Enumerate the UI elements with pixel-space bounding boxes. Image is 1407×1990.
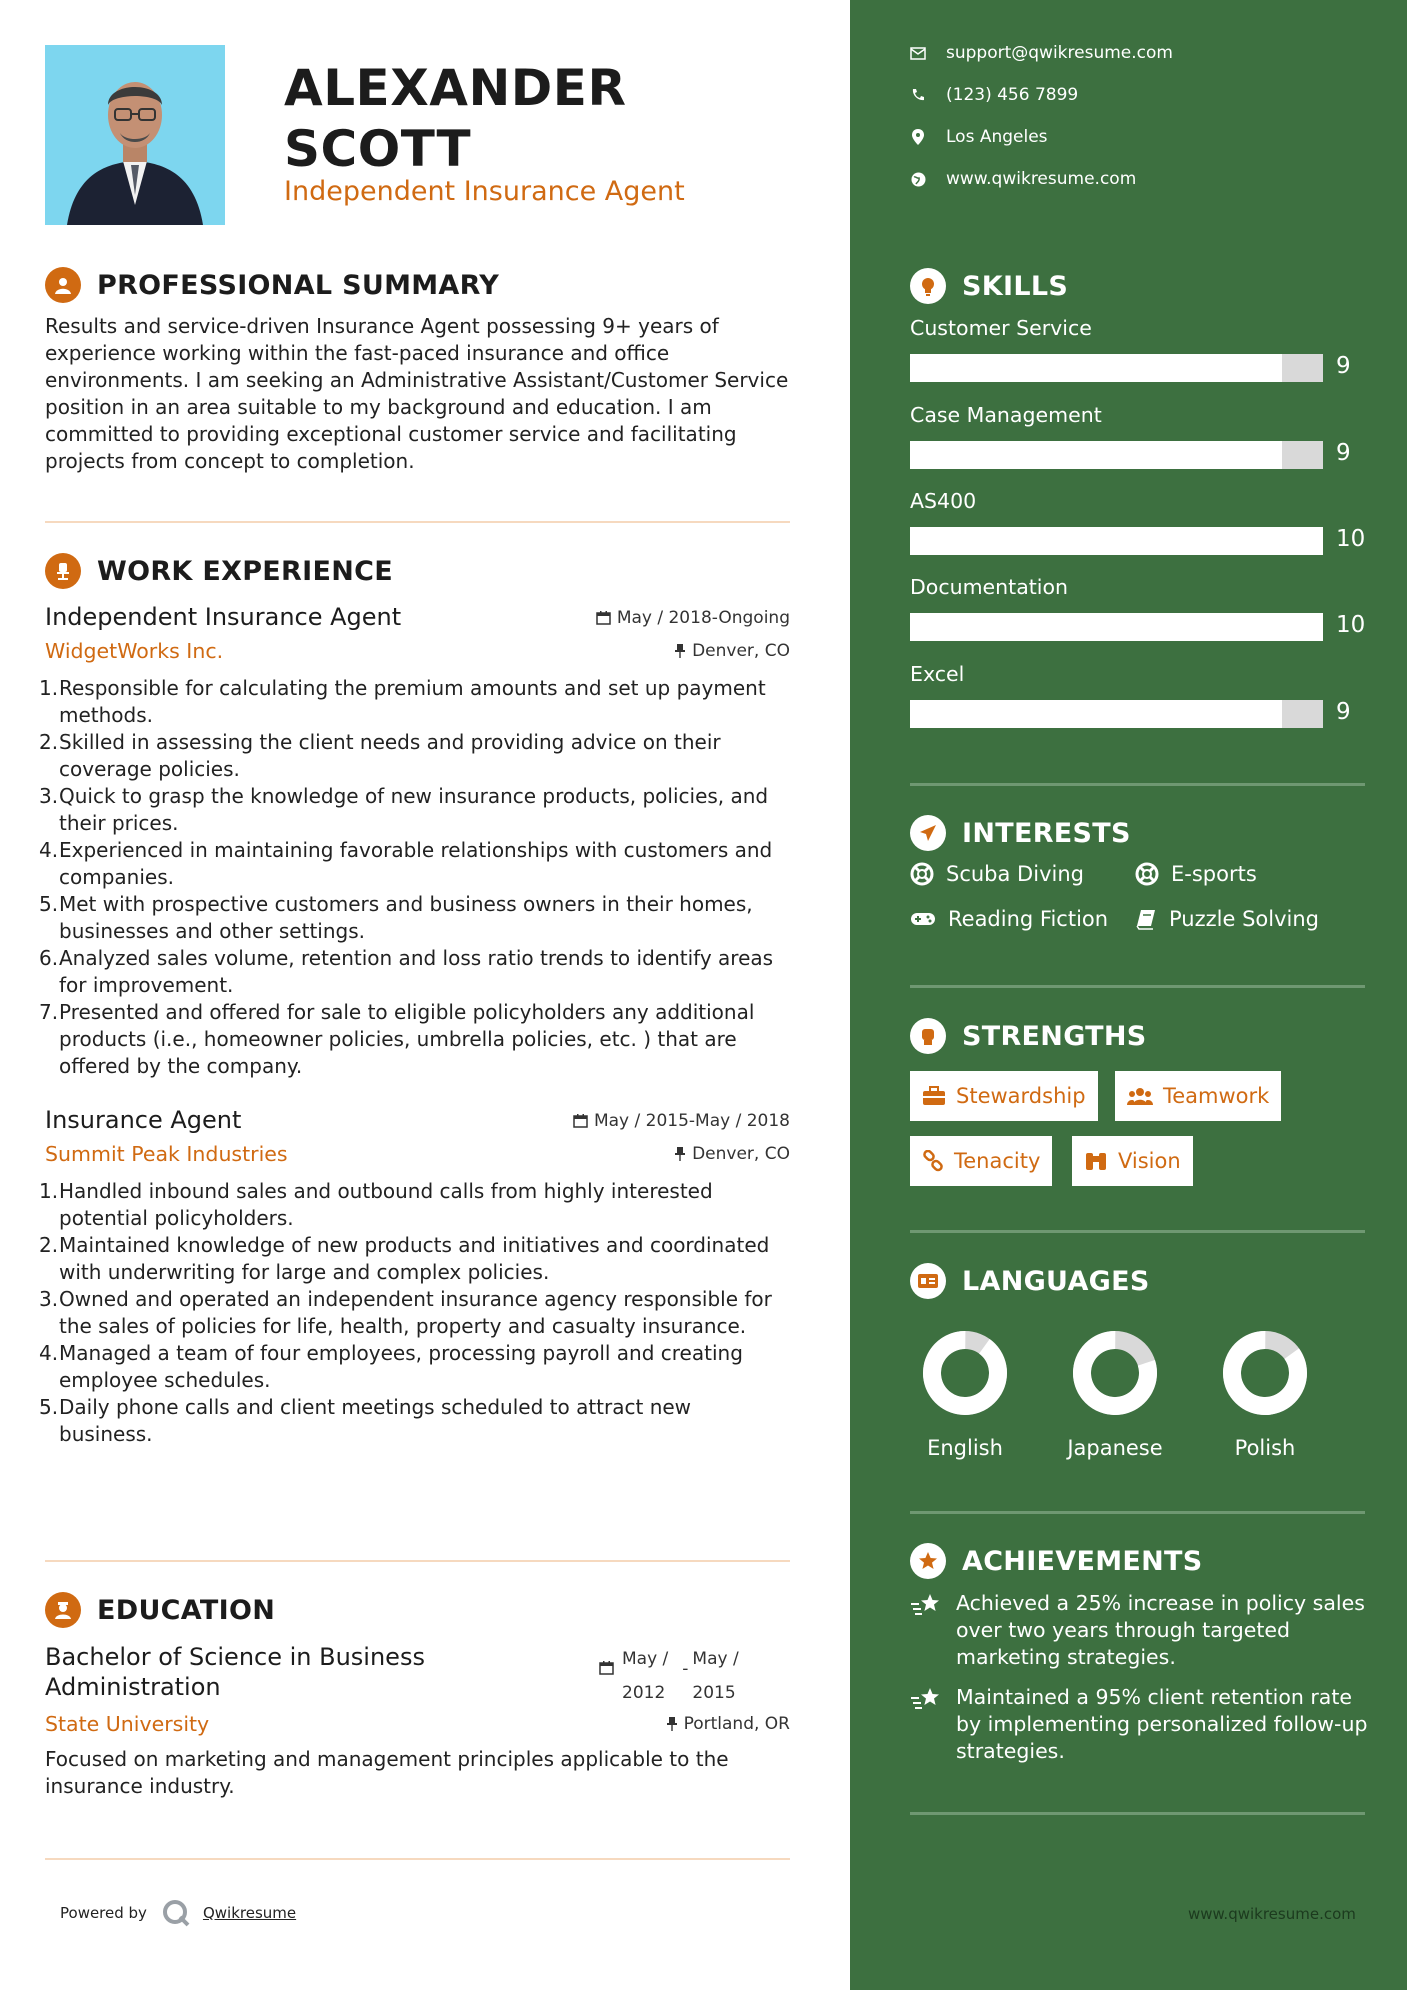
education-end: May / 2015 bbox=[692, 1649, 739, 1703]
skill-value: 9 bbox=[1336, 440, 1351, 466]
achievement-text: Maintained a 95% client retention rate by implementing personalized follow-up strategies. bbox=[956, 1685, 1368, 1763]
skill-bar bbox=[910, 527, 1323, 555]
education-subheader bbox=[45, 1712, 790, 1736]
job-role: Independent Insurance Agent bbox=[45, 603, 402, 631]
strength-label: Tenacity bbox=[954, 1149, 1041, 1173]
book-icon bbox=[1135, 908, 1157, 930]
skill-bar bbox=[910, 613, 1323, 641]
job-subheader bbox=[45, 639, 790, 663]
list-item: 7. Presented and offered for sale to eligible policyholders any additional products (i.e., homeowner policies, umbrella policies, etc. ) that are offered by the company. bbox=[39, 1000, 755, 1078]
degree: Bachelor of Science in Business Administration bbox=[45, 1643, 425, 1701]
contact-phone[interactable] bbox=[910, 85, 1078, 105]
briefcase-icon bbox=[922, 1086, 946, 1106]
email-text: support@qwikresume.com bbox=[946, 43, 1173, 63]
language-ring bbox=[1070, 1328, 1160, 1418]
pin-icon bbox=[674, 643, 686, 658]
education-location bbox=[666, 1714, 790, 1734]
gamepad-icon bbox=[910, 910, 936, 928]
job-location bbox=[674, 1144, 790, 1164]
interest-item bbox=[910, 862, 1084, 886]
divider bbox=[910, 985, 1365, 988]
location-text: Los Angeles bbox=[946, 127, 1048, 147]
powered-by-label: Powered by bbox=[60, 1904, 147, 1922]
achievement-item bbox=[910, 1590, 1370, 1671]
skill-bar-fill bbox=[910, 613, 1323, 641]
language-label: English bbox=[927, 1436, 1003, 1460]
job-dates bbox=[596, 608, 790, 628]
phone-icon bbox=[911, 88, 925, 102]
lightbulb-icon bbox=[910, 268, 946, 304]
qwikresume-logo-icon bbox=[161, 1898, 191, 1928]
calendar-icon bbox=[599, 1660, 614, 1675]
shooting-star-icon bbox=[910, 1686, 942, 1712]
divider bbox=[910, 1511, 1365, 1514]
brand-link[interactable]: Qwikresume bbox=[202, 1904, 297, 1922]
skill-bar-fill bbox=[910, 700, 1282, 728]
list-item: 3. Owned and operated an independent insurance agency responsible for the sales of policies for life, health, property and casualty insurance. bbox=[39, 1287, 772, 1338]
skill-bar-fill bbox=[910, 441, 1282, 469]
skill-bar bbox=[910, 700, 1323, 728]
job-location-text: Denver, CO bbox=[692, 1143, 790, 1164]
strength-tag bbox=[1072, 1136, 1193, 1186]
interest-label: E-sports bbox=[1171, 862, 1257, 886]
list-item: 4. Managed a team of four employees, processing payroll and creating employee schedules. bbox=[39, 1341, 743, 1392]
education-title: EDUCATION bbox=[97, 1594, 276, 1626]
job-header bbox=[45, 603, 790, 631]
phone-text: (123) 456 7899 bbox=[946, 85, 1079, 105]
language-icon bbox=[910, 1263, 946, 1299]
job-company: Summit Peak Industries bbox=[45, 1142, 288, 1166]
job-location-text: Denver, CO bbox=[692, 640, 790, 661]
link-icon bbox=[922, 1150, 944, 1172]
summary-title: PROFESSIONAL SUMMARY bbox=[97, 269, 500, 301]
strengths-heading bbox=[910, 1018, 1147, 1054]
job-dates bbox=[573, 1111, 790, 1131]
profile-photo bbox=[45, 45, 225, 225]
skill-value: 10 bbox=[1336, 526, 1366, 552]
language-label: Japanese bbox=[1067, 1436, 1163, 1460]
skill-bar-fill bbox=[910, 527, 1323, 555]
lifebuoy-icon bbox=[910, 862, 934, 886]
language-ring bbox=[920, 1328, 1010, 1418]
user-icon bbox=[45, 267, 81, 303]
skill-value: 9 bbox=[1336, 699, 1351, 725]
skill-name: AS400 bbox=[910, 489, 977, 513]
strength-tag bbox=[1115, 1071, 1281, 1121]
list-item: 6. Analyzed sales volume, retention and loss ratio trends to identify areas for improvement. bbox=[39, 946, 774, 997]
list-item: 5. Met with prospective customers and business owners in their homes, businesses and other settings. bbox=[39, 892, 753, 943]
skills-heading bbox=[910, 268, 1068, 304]
job-role: Insurance Agent bbox=[45, 1106, 242, 1134]
language-label: Polish bbox=[1234, 1436, 1296, 1460]
list-item: 3. Quick to grasp the knowledge of new insurance products, policies, and their prices. bbox=[39, 784, 769, 835]
summary-heading bbox=[45, 265, 790, 305]
language-item bbox=[910, 1328, 1020, 1460]
skill-name: Case Management bbox=[910, 403, 1102, 427]
interest-label: Scuba Diving bbox=[946, 862, 1084, 886]
languages-title: LANGUAGES bbox=[962, 1265, 1150, 1297]
list-item: 1. Responsible for calculating the premium amounts and set up payment methods. bbox=[39, 676, 766, 727]
contact-location bbox=[910, 127, 1048, 147]
achievements-title: ACHIEVEMENTS bbox=[962, 1545, 1203, 1577]
strength-tag bbox=[910, 1136, 1052, 1186]
strength-tag bbox=[910, 1071, 1098, 1121]
envelope-icon bbox=[910, 47, 926, 60]
date-dash: - bbox=[682, 1659, 689, 1679]
skill-bar bbox=[910, 354, 1323, 382]
divider bbox=[910, 1812, 1365, 1815]
job-header bbox=[45, 1106, 790, 1134]
education-location-text: Portland, OR bbox=[683, 1713, 790, 1734]
calendar-icon bbox=[596, 610, 611, 625]
pin-icon bbox=[674, 1146, 686, 1161]
interest-item bbox=[910, 907, 1108, 931]
duties-list bbox=[39, 675, 790, 1080]
star-badge-icon bbox=[910, 1543, 946, 1579]
job-company: WidgetWorks Inc. bbox=[45, 639, 224, 663]
achievements-heading bbox=[910, 1543, 1203, 1579]
experience-section bbox=[39, 551, 790, 1448]
pin-icon bbox=[666, 1716, 678, 1731]
interest-item bbox=[1135, 907, 1319, 931]
lifebuoy-icon bbox=[1135, 862, 1159, 886]
experience-title: WORK EXPERIENCE bbox=[97, 555, 393, 587]
strength-label: Teamwork bbox=[1163, 1084, 1270, 1108]
language-ring-fill bbox=[920, 1328, 1010, 1418]
name-first: ALEXANDER bbox=[284, 59, 627, 117]
education-heading bbox=[45, 1590, 790, 1630]
achievement-text: Achieved a 25% increase in policy sales over two years through targeted marketing strategies. bbox=[956, 1591, 1365, 1669]
list-item: 4. Experienced in maintaining favorable relationships with customers and companies. bbox=[39, 838, 773, 889]
list-item: 2. Maintained knowledge of new products and initiatives and coordinated with underwriting for large and complex policies. bbox=[39, 1233, 770, 1284]
skill-value: 10 bbox=[1336, 612, 1366, 638]
languages-heading bbox=[910, 1263, 1150, 1299]
job-entry bbox=[39, 1106, 790, 1448]
binoculars-icon bbox=[1084, 1150, 1108, 1172]
sidebar bbox=[850, 0, 1407, 1990]
language-item bbox=[1210, 1328, 1320, 1460]
interest-label: Puzzle Solving bbox=[1169, 907, 1319, 931]
footer-website-link[interactable]: www.qwikresume.com bbox=[1188, 1905, 1356, 1923]
job-dates-text: May / 2015-May / 2018 bbox=[593, 1110, 790, 1131]
strength-label: Vision bbox=[1118, 1149, 1181, 1173]
skills-title: SKILLS bbox=[962, 270, 1069, 302]
candidate-name bbox=[284, 58, 626, 180]
map-pin-icon bbox=[912, 129, 924, 145]
name-last: SCOTT bbox=[284, 120, 472, 178]
achievement-item bbox=[910, 1684, 1370, 1765]
skill-name: Excel bbox=[910, 662, 965, 686]
calendar-icon bbox=[573, 1113, 588, 1128]
education-dates bbox=[599, 1642, 739, 1710]
strength-label: Stewardship bbox=[956, 1084, 1086, 1108]
summary-section bbox=[45, 265, 790, 475]
job-subheader bbox=[45, 1142, 790, 1166]
job-location bbox=[674, 641, 790, 661]
skill-value: 9 bbox=[1336, 353, 1351, 379]
skill-name: Documentation bbox=[910, 575, 1069, 599]
skill-name: Customer Service bbox=[910, 316, 1092, 340]
users-icon bbox=[1127, 1086, 1153, 1106]
fist-icon bbox=[910, 1018, 946, 1054]
graduate-icon bbox=[45, 1592, 81, 1628]
list-item: 2. Skilled in assessing the client needs and providing advice on their coverage policies. bbox=[39, 730, 721, 781]
job-title: Independent Insurance Agent bbox=[284, 176, 685, 207]
website-text: www.qwikresume.com bbox=[946, 169, 1137, 189]
divider bbox=[910, 1230, 1365, 1233]
powered-by bbox=[60, 1898, 296, 1928]
job-entry bbox=[39, 603, 790, 1080]
contact-email[interactable] bbox=[910, 43, 1173, 63]
interests-title: INTERESTS bbox=[962, 817, 1131, 849]
shooting-star-icon bbox=[910, 1592, 942, 1618]
person-photo-icon bbox=[45, 45, 225, 225]
strengths-title: STRENGTHS bbox=[962, 1020, 1147, 1052]
divider bbox=[910, 783, 1365, 786]
education-description: Focused on marketing and management principles applicable to the insurance industry. bbox=[45, 1747, 729, 1798]
education-section bbox=[45, 1590, 790, 1800]
paper-plane-icon bbox=[910, 815, 946, 851]
interests-heading bbox=[910, 815, 1131, 851]
language-ring bbox=[1220, 1328, 1310, 1418]
divider bbox=[45, 1560, 790, 1562]
skill-bar-fill bbox=[910, 354, 1282, 382]
divider bbox=[45, 1858, 790, 1860]
summary-text: Results and service-driven Insurance Agent possessing 9+ years of experience working within the fast-paced insurance and office environments. I am seeking an Administrative Assistant/Customer Service position in an area suitable to my background and education. I am committed to providing exceptional customer service and facilitating projects from concept to completion. bbox=[45, 314, 789, 473]
duties-list bbox=[39, 1178, 790, 1448]
globe-icon bbox=[911, 172, 926, 187]
divider bbox=[45, 521, 790, 523]
list-item: 5. Daily phone calls and client meetings scheduled to attract new business. bbox=[39, 1395, 692, 1446]
contact-website[interactable] bbox=[910, 169, 1136, 189]
interest-label: Reading Fiction bbox=[948, 907, 1109, 931]
office-chair-icon bbox=[45, 553, 81, 589]
language-item bbox=[1060, 1328, 1170, 1460]
language-ring-fill bbox=[1220, 1328, 1310, 1418]
job-dates-text: May / 2018-Ongoing bbox=[616, 607, 790, 628]
education-header bbox=[45, 1642, 790, 1706]
list-item: 1. Handled inbound sales and outbound calls from highly interested potential policyholders. bbox=[39, 1179, 713, 1230]
skill-bar bbox=[910, 441, 1323, 469]
interest-item bbox=[1135, 862, 1257, 886]
school-name: State University bbox=[45, 1712, 210, 1736]
experience-heading bbox=[45, 551, 790, 591]
education-start: May / 2012 bbox=[622, 1649, 669, 1703]
